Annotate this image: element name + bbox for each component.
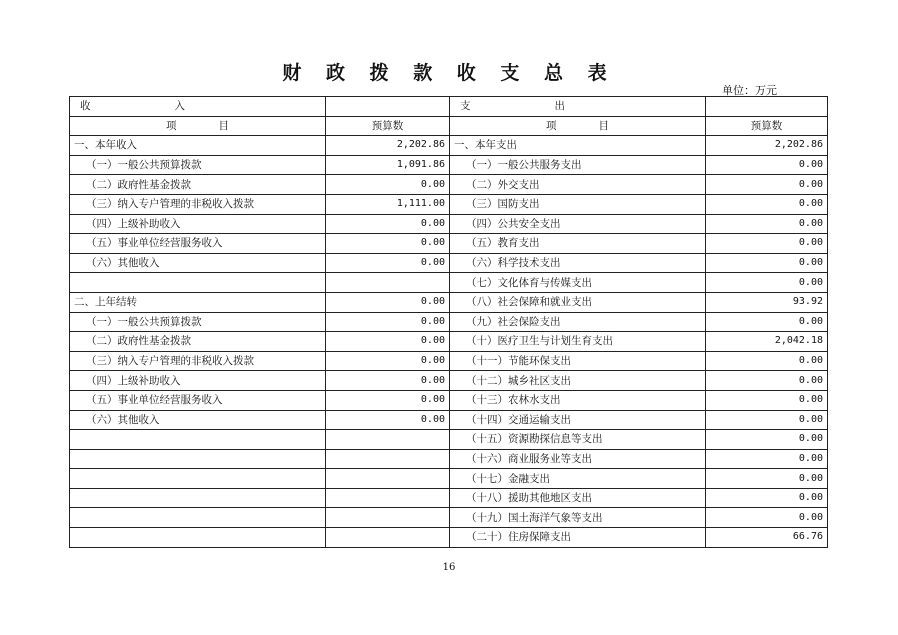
expense-item-cell: （二）外交支出 [450,175,706,195]
income-budget-header: 预算数 [326,116,450,136]
expense-value-cell: 0.00 [706,312,828,332]
income-item-cell [70,469,326,489]
expense-value-cell: 0.00 [706,273,828,293]
expense-item-cell: （十）医疗卫生与计划生育支出 [450,332,706,352]
table-row [70,449,828,469]
expense-group-blank [706,97,828,117]
income-item-cell: 一、本年收入 [70,136,326,156]
expense-item-header: 项 目 [450,116,706,136]
group-header-row [70,97,828,117]
income-value-cell: 1,091.86 [326,155,450,175]
page-number: 16 [442,562,456,573]
unit-label: 单位：万元 [722,84,777,97]
column-header-row [70,116,828,136]
expense-value-cell: 0.00 [706,390,828,410]
table-row [70,488,828,508]
income-item-cell [70,528,326,548]
expense-value-cell: 0.00 [706,469,828,489]
income-value-cell: 0.00 [326,253,450,273]
table-row [70,351,828,371]
expense-value-cell: 0.00 [706,410,828,430]
expense-item-cell: （一）一般公共服务支出 [450,155,706,175]
income-value-cell: 0.00 [326,332,450,352]
table-row [70,253,828,273]
income-item-cell: （三）纳入专户管理的非税收入拨款 [70,351,326,371]
income-value-cell: 0.00 [326,371,450,391]
expense-item-cell: （十二）城乡社区支出 [450,371,706,391]
table-row [70,469,828,489]
expense-budget-header: 预算数 [706,116,828,136]
income-item-cell: （三）纳入专户管理的非税收入拨款 [70,194,326,214]
income-item-cell [70,488,326,508]
table-row [70,410,828,430]
expense-value-cell: 0.00 [706,253,828,273]
expense-value-cell: 0.00 [706,351,828,371]
expense-group-header: 支 出 [450,97,706,117]
expense-item-cell: （五）教育支出 [450,234,706,254]
table-row [70,528,828,548]
expense-value-cell: 0.00 [706,155,828,175]
expense-item-cell: （四）公共安全支出 [450,214,706,234]
income-value-cell: 0.00 [326,292,450,312]
table-row [70,234,828,254]
table-row [70,508,828,528]
expense-value-cell: 2,042.18 [706,332,828,352]
income-value-cell [326,449,450,469]
income-item-cell [70,273,326,293]
expense-value-cell: 2,202.86 [706,136,828,156]
income-value-cell: 0.00 [326,390,450,410]
expense-value-cell: 66.76 [706,528,828,548]
income-value-cell [326,430,450,450]
table-row [70,214,828,234]
expense-item-cell: （六）科学技术支出 [450,253,706,273]
table-row [70,430,828,450]
expense-value-cell: 0.00 [706,194,828,214]
income-value-cell [326,528,450,548]
expense-value-cell: 0.00 [706,430,828,450]
income-value-cell: 2,202.86 [326,136,450,156]
expense-item-cell: （十九）国土海洋气象等支出 [450,508,706,528]
expense-item-cell: （十七）金融支出 [450,469,706,489]
income-item-cell [70,508,326,528]
table-row [70,371,828,391]
table-row [70,312,828,332]
income-item-cell [70,449,326,469]
income-item-cell: （五）事业单位经营服务收入 [70,234,326,254]
expense-item-cell: （十六）商业服务业等支出 [450,449,706,469]
expense-value-cell: 0.00 [706,371,828,391]
expense-item-cell: （十四）交通运输支出 [450,410,706,430]
expense-item-cell: （十一）节能环保支出 [450,351,706,371]
income-item-cell: （二）政府性基金拨款 [70,175,326,195]
table-row [70,332,828,352]
income-item-cell: （五）事业单位经营服务收入 [70,390,326,410]
expense-value-cell: 0.00 [706,449,828,469]
expense-item-cell: （十五）资源勘探信息等支出 [450,430,706,450]
income-item-cell: （六）其他收入 [70,410,326,430]
income-value-cell [326,488,450,508]
income-value-cell [326,273,450,293]
expense-item-cell: （十八）援助其他地区支出 [450,488,706,508]
income-item-cell: （一）一般公共预算拨款 [70,155,326,175]
table-row [70,292,828,312]
income-item-cell: （二）政府性基金拨款 [70,332,326,352]
expense-item-cell: （二十）住房保障支出 [450,528,706,548]
income-item-header: 项 目 [70,116,326,136]
expense-item-cell: （十三）农林水支出 [450,390,706,410]
income-item-cell: （一）一般公共预算拨款 [70,312,326,332]
income-value-cell [326,469,450,489]
income-item-cell: （四）上级补助收入 [70,371,326,391]
income-group-header: 收 入 [70,97,326,117]
expense-value-cell: 0.00 [706,175,828,195]
income-item-cell [70,430,326,450]
income-item-cell: （六）其他收入 [70,253,326,273]
income-value-cell: 0.00 [326,312,450,332]
expense-item-cell: （九）社会保险支出 [450,312,706,332]
table-row [70,390,828,410]
table-row [70,175,828,195]
expense-value-cell: 0.00 [706,234,828,254]
expense-item-cell: （三）国防支出 [450,194,706,214]
table-row [70,273,828,293]
income-value-cell: 0.00 [326,175,450,195]
income-value-cell: 0.00 [326,214,450,234]
budget-table [69,96,828,548]
table-row [70,136,828,156]
income-item-cell: （四）上级补助收入 [70,214,326,234]
income-value-cell: 0.00 [326,410,450,430]
income-value-cell: 1,111.00 [326,194,450,214]
expense-item-cell: （七）文化体育与传媒支出 [450,273,706,293]
expense-value-cell: 0.00 [706,214,828,234]
income-group-blank [326,97,450,117]
income-item-cell: 二、上年结转 [70,292,326,312]
table-row [70,155,828,175]
expense-item-cell: 一、本年支出 [450,136,706,156]
document-title: 财 政 拨 款 收 支 总 表 [282,62,616,84]
expense-item-cell: （八）社会保障和就业支出 [450,292,706,312]
expense-value-cell: 0.00 [706,508,828,528]
expense-value-cell: 93.92 [706,292,828,312]
income-value-cell: 0.00 [326,234,450,254]
expense-value-cell: 0.00 [706,488,828,508]
income-value-cell [326,508,450,528]
income-value-cell: 0.00 [326,351,450,371]
table-row [70,194,828,214]
